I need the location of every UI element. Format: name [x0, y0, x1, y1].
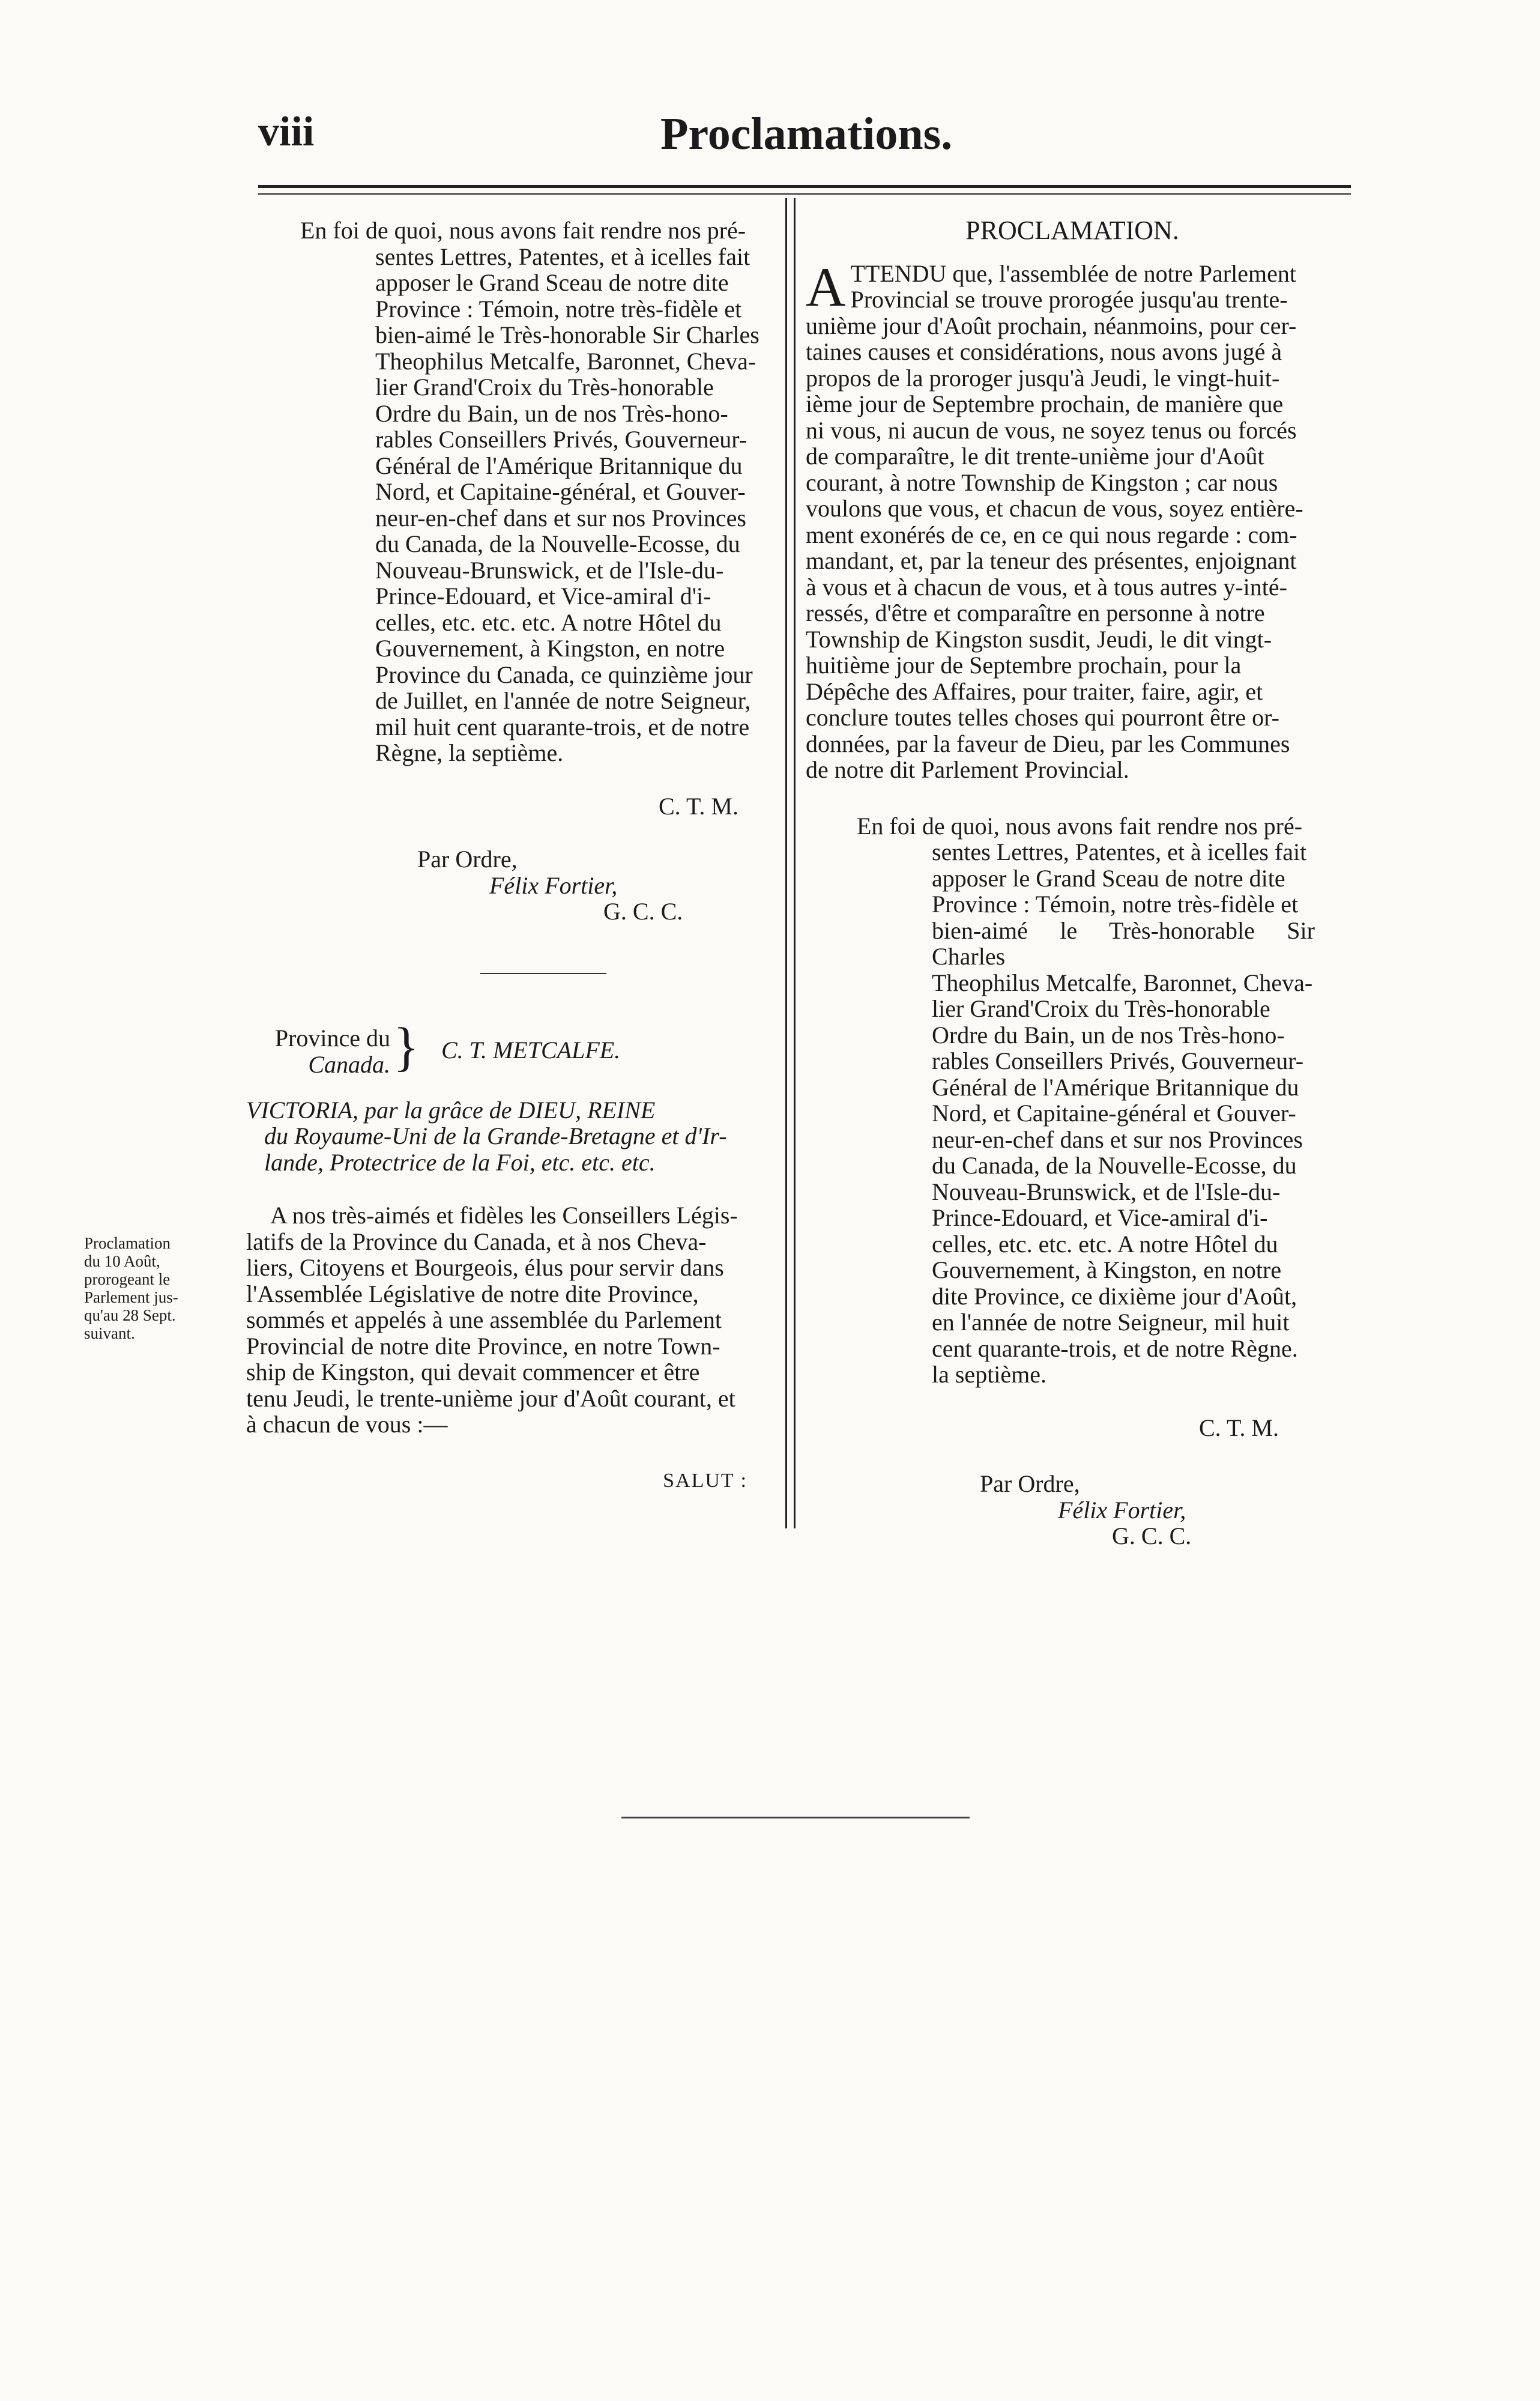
- header-rule-thick: [258, 185, 1351, 188]
- left-witness-paragraph: En foi de quoi, nous avons fait rendre nos pré-: [300, 217, 746, 244]
- address-paragraph: A nos très-aimés et fidèles les Conseillers Légis- latifs de la Province du Canada, et à nos Cheva- liers, Citoyens et Bourgeois, élus pour servir dans l'Assemblée Législative de notre dite Province, sommés et appelés à une assemblée du Parlement Provincial de notre dite Province, en notre Town- ship de Kingston, qui devait commencer et être tenu Jeudi, le trente-unième jour d'Août courant, et à chacun de vous :—: [246, 1202, 738, 1438]
- victoria-title: VICTORIA, par la grâce de DIEU, REINE du Royaume-Uni de la Grande-Bretagne et d'Ir- lande, Protectrice de la Foi, etc. etc. etc.: [246, 1096, 727, 1176]
- header-rule-thin: [258, 193, 1351, 195]
- margin-note: Proclamation du 10 Août, prorogeant le Parlement jus- qu'au 28 Sept. suivant.: [84, 1234, 178, 1342]
- column-divider-left: [785, 198, 787, 1528]
- province-label-line2: Canada.: [308, 1050, 390, 1078]
- column-divider-right: [794, 198, 796, 1528]
- attendu-paragraph: A TTENDU que, l'assemblée de notre Parlement Provincial se trouve prorogée jusqu'au trente- unième jour d'Août prochain, néanmoins, pour cer- taines causes et considérations, nous avons jugé à propos de la proroger jusqu'à Jeudi, le vingt-huit- ième jour de Septembre prochain, de manière que ni vous, ni aucun de vous, ne soyez tenus ou forcés de comparaître, le dit trente-unième jour d'Août courant, à notre Township de Kingston ; car nous voulons que vous, et chacun de vous, soyez entière- ment exonérés de ce, en ce qui nous regarde : com- mandant, et, par la teneur des présentes, enjoignant à vous et à chacun de vous, et à tous autres y-inté- ressés, d'être et comparaître en personne à notre Township de Kingston susdit, Jeudi, le dit vingt- huitième jour de Septembre prochain, pour la Dépêche des Affaires, pour traiter, faire, agir, et conclure toutes telles choses qui pourront être or- données, par la faveur de Dieu, par les Communes de notre dit Parlement Provincial.: [806, 256, 1303, 783]
- right-signer-title: G. C. C.: [1112, 1522, 1192, 1549]
- salut-text: SALUT :: [663, 1469, 747, 1492]
- page-number: viii: [258, 109, 315, 155]
- right-par-ordre: Par Ordre,: [980, 1470, 1080, 1497]
- left-column: [246, 217, 772, 1494]
- governor-name: C. T. METCALFE.: [441, 1036, 621, 1064]
- right-column: [806, 217, 1351, 1549]
- right-initials: C. T. M.: [1199, 1414, 1279, 1441]
- right-witness-paragraph: En foi de quoi, nous avons fait rendre nos pré- sentes Lettres, Patentes, et à icelles fait apposer le Grand Sceau de notre dite Province : Témoin, notre très-fidèle et bien-aimé le Très-honorable Sir Charles Theophilus Metcalfe, Baronnet, Cheva- lier Grand'Croix du Très-honorable Ordre du Bain, un de nos Très-hono- rables Conseillers Privés, Gouverneur- Général de l'Amérique Britannique du Nord, et Capitaine-général et Gouver- neur-en-chef dans et sur nos Provinces du Canada, de la Nouvelle-Ecosse, du Nouveau-Brunswick, et de l'Isle-du- Prince-Edouard, et Vice-amiral d'i- celles, etc. etc. etc. A notre Hôtel du Gouvernement, à Kingston, en notre dite Province, ce dixième jour d'Août, en l'année de notre Seigneur, mil huit cent quarante-trois, et de notre Règne. la septième.: [857, 812, 1315, 1388]
- left-separator-rule: [480, 973, 606, 974]
- province-heading: [274, 1017, 772, 1085]
- province-label-line1: Province du: [274, 1024, 390, 1052]
- left-signer: Félix Fortier,: [489, 871, 618, 899]
- bottom-rule: [621, 1817, 970, 1818]
- right-signer: Félix Fortier,: [1058, 1496, 1186, 1524]
- left-par-ordre: Par Ordre,: [417, 846, 518, 873]
- proclamation-heading: PROCLAMATION.: [965, 216, 1179, 245]
- left-witness-body: sentes Lettres, Patentes, et à icelles fait apposer le Grand Sceau de notre dite Province : Témoin, notre très-fidèle et bien-aimé le Très-honorable Sir Charles Theophilus Metcalfe, Baronnet, Cheva- lier Grand'Croix du Très-honorable Ordre du Bain, un de nos Très-hono- rables Conseillers Privés, Gouverneur- Général de l'Amérique Britannique du Nord, et Capitaine-général, et Gouver- neur-en-chef dans et sur nos Provinces du Canada, de la Nouvelle-Ecosse, du Nouveau-Brunswick, et de l'Isle-du- Prince-Edouard, et Vice-amiral d'i- celles, etc. etc. etc. A notre Hôtel du Gouvernement, à Kingston, en notre Province du Canada, ce quinzième jour de Juillet, en l'année de notre Seigneur, mil huit cent quarante-trois, et de notre Règne, la septième.: [375, 243, 759, 766]
- drop-cap: A: [806, 256, 846, 318]
- left-initials: C. T. M.: [659, 792, 738, 820]
- brace-symbol: }: [393, 1017, 420, 1077]
- left-signer-title: G. C. C.: [603, 898, 683, 925]
- page-title: Proclamations.: [660, 109, 953, 159]
